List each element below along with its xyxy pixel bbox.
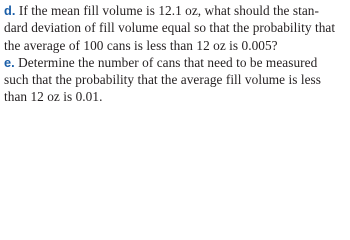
part-e-line-3: than 12 oz is 0.01. [4, 89, 103, 105]
part-d [4, 2, 346, 54]
part-d-line-1 [4, 2, 346, 19]
problem-text [0, 0, 350, 107]
part-e [4, 54, 346, 106]
part-d-text-1: If the mean fill volume is 12.1 oz, what should the stan- [15, 3, 319, 18]
part-e-label: e. [4, 54, 15, 70]
part-d-line-2: dard deviation of fill volume equal so that the probability that [4, 20, 336, 36]
part-e-line-2: such that the probability that the average fill volume is less [4, 72, 321, 88]
part-e-text-1: Determine the number of cans that need to be measured [14, 54, 318, 70]
part-d-label: d. [4, 3, 16, 18]
part-e-line-1 [4, 54, 346, 71]
part-d-line-3: the average of 100 cans is less than 12 oz is 0.005? [4, 37, 278, 53]
